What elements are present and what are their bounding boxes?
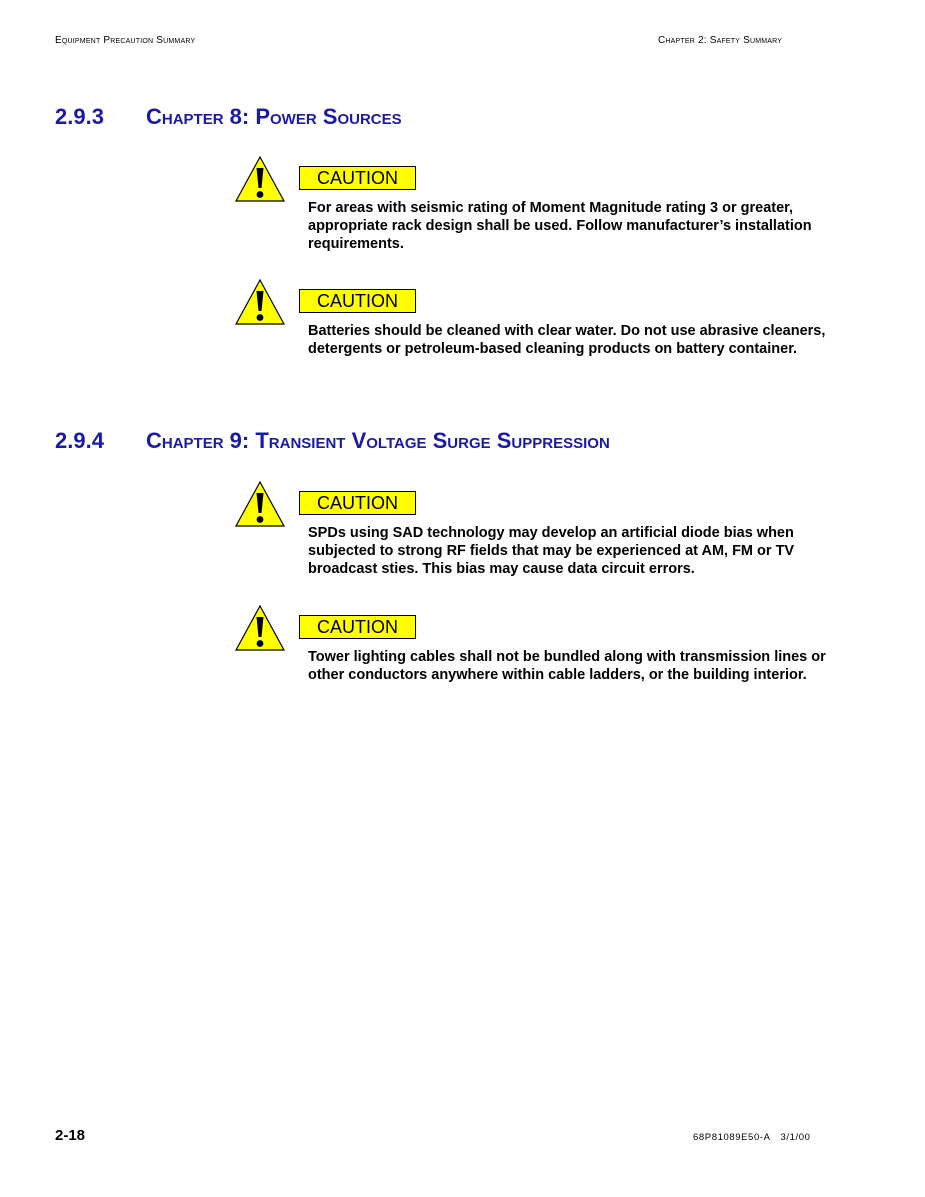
doc-number: 68P81089E50-A xyxy=(693,1132,771,1143)
caution-label: CAUTION xyxy=(299,491,416,515)
running-header-right: Chapter 2: Safety Summary xyxy=(658,35,783,46)
document-id xyxy=(693,1132,811,1143)
section-title: Chapter 8: Power Sources xyxy=(146,104,402,129)
caution-label: CAUTION xyxy=(299,289,416,313)
caution-text: Tower lighting cables shall not be bundled along with transmission lines or other conductors anywhere within cable ladders, or the building interior. xyxy=(308,649,826,683)
caution-text: Batteries should be cleaned with clear water. Do not use abrasive cleaners, detergents or petroleum-based cleaning products on battery container. xyxy=(308,323,826,357)
caution-text: SPDs using SAD technology may develop an artificial diode bias when subjected to strong RF fields that may be experienced at AM, FM or TV broadcast sties. This bias may cause data circuit errors. xyxy=(308,525,795,577)
warning-triangle-icon xyxy=(235,156,285,202)
caution-block xyxy=(235,279,835,389)
caution-label: CAUTION xyxy=(299,615,416,639)
warning-triangle-icon xyxy=(235,279,285,325)
section-number: 2.9.3 xyxy=(55,104,104,129)
warning-triangle-icon xyxy=(235,481,285,527)
section-title: Chapter 9: Transient Voltage Surge Suppression xyxy=(146,428,610,453)
caution-text: For areas with seismic rating of Moment Magnitude rating 3 or greater, appropriate rack design shall be used. Follow manufacturer’s installation requirements. xyxy=(308,200,812,252)
warning-triangle-icon xyxy=(235,605,285,651)
running-header-left: Equipment Precaution Summary xyxy=(55,35,196,46)
section-number: 2.9.4 xyxy=(55,428,104,453)
caution-block xyxy=(235,156,835,266)
caution-label: CAUTION xyxy=(299,166,416,190)
page-number: 2-18 xyxy=(55,1127,86,1144)
caution-block xyxy=(235,481,835,591)
caution-block xyxy=(235,605,835,715)
doc-date: 3/1/00 xyxy=(780,1132,811,1143)
